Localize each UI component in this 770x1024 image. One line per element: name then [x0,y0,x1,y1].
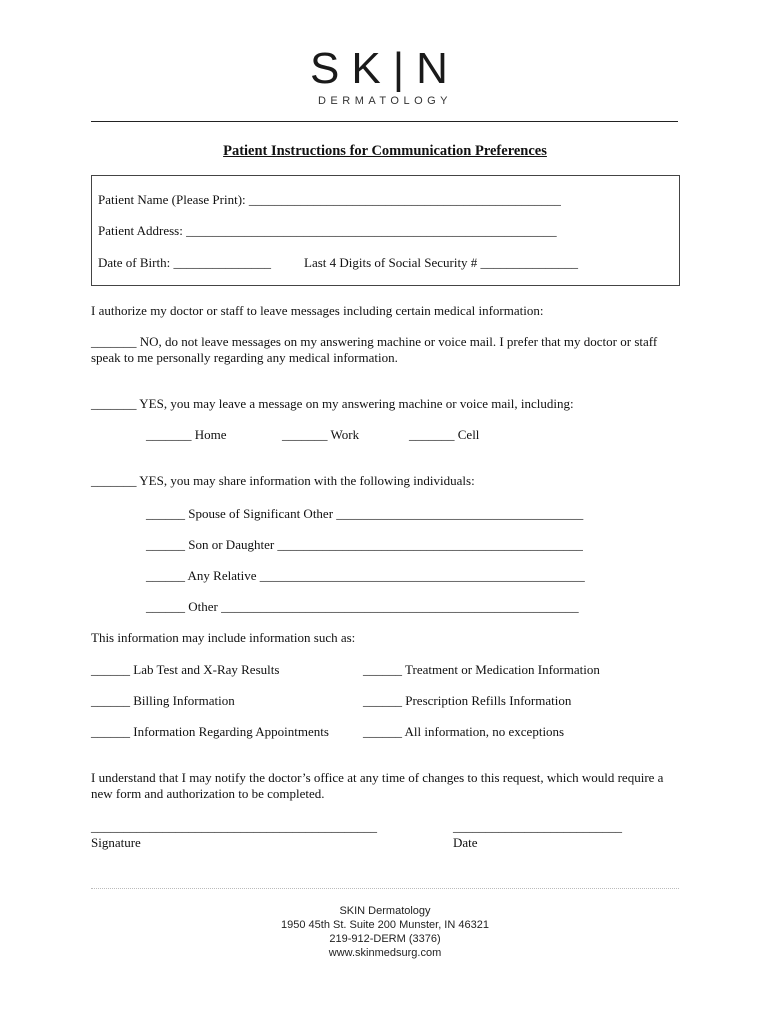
individual-child[interactable]: ______ Son or Daughter _______________________________________________ [146,537,583,552]
understand-statement: I understand that I may notify the doctor’s office at any time of changes to this request, which would require a new form and authorization to be completed. [91,770,664,801]
individual-other[interactable]: ______ Other _______________________________________________________ [146,599,579,614]
date-label: Date [453,835,478,850]
date-line[interactable]: __________________________ [453,819,622,834]
header-rule [91,121,678,122]
date-of-birth-field[interactable]: Date of Birth: _______________ [98,255,271,270]
option-no[interactable]: _______ NO, do not leave messages on my answering machine or voice mail. I prefer that my doctor or staff speak to me personally regarding any medical information. [91,334,658,365]
phone-cell[interactable]: _______ Cell [409,427,480,442]
signature-line[interactable]: ____________________________________________ [91,819,377,834]
individual-spouse[interactable]: ______ Spouse of Significant Other ______________________________________ [146,506,584,521]
page-title: Patient Instructions for Communication Preferences [223,143,547,159]
footer-divider [91,888,679,889]
phone-home[interactable]: _______ Home [146,427,227,442]
authorize-statement: I authorize my doctor or staff to leave messages including certain medical information: [91,303,544,318]
info-prescription[interactable]: ______ Prescription Refills Information [363,693,572,708]
info-treatment[interactable]: ______ Treatment or Medication Information [363,662,600,677]
signature-label: Signature [91,835,141,850]
individual-relative[interactable]: ______ Any Relative __________________________________________________ [146,568,585,583]
phone-work[interactable]: _______ Work [282,427,360,442]
info-all[interactable]: ______ All information, no exceptions [363,724,565,739]
info-billing[interactable]: ______ Billing Information [91,693,235,708]
option-yes-message[interactable]: _______ YES, you may leave a message on my answering machine or voice mail, including: [91,396,574,411]
footer-website[interactable]: www.skinmedsurg.com [328,947,442,959]
info-intro: This information may include information such as: [91,630,356,645]
option-yes-share[interactable]: _______ YES, you may share information with the following individuals: [91,473,475,488]
footer-company: SKIN Dermatology [339,905,431,917]
info-appointments[interactable]: ______ Information Regarding Appointments [91,724,329,739]
patient-address-field[interactable]: Patient Address: _________________________________________________________ [98,223,557,238]
ssn-last4-field[interactable]: Last 4 Digits of Social Security # _______________ [304,255,579,270]
logo-subtitle: DERMATOLOGY [317,95,453,107]
info-lab[interactable]: ______ Lab Test and X-Ray Results [91,662,280,677]
footer-address: 1950 45th St. Suite 200 Munster, IN 46321 [281,919,489,931]
logo: SK|N [310,44,460,93]
footer-phone: 219-912-DERM (3376) [329,933,441,945]
patient-name-field[interactable]: Patient Name (Please Print): ________________________________________________ [98,192,561,207]
